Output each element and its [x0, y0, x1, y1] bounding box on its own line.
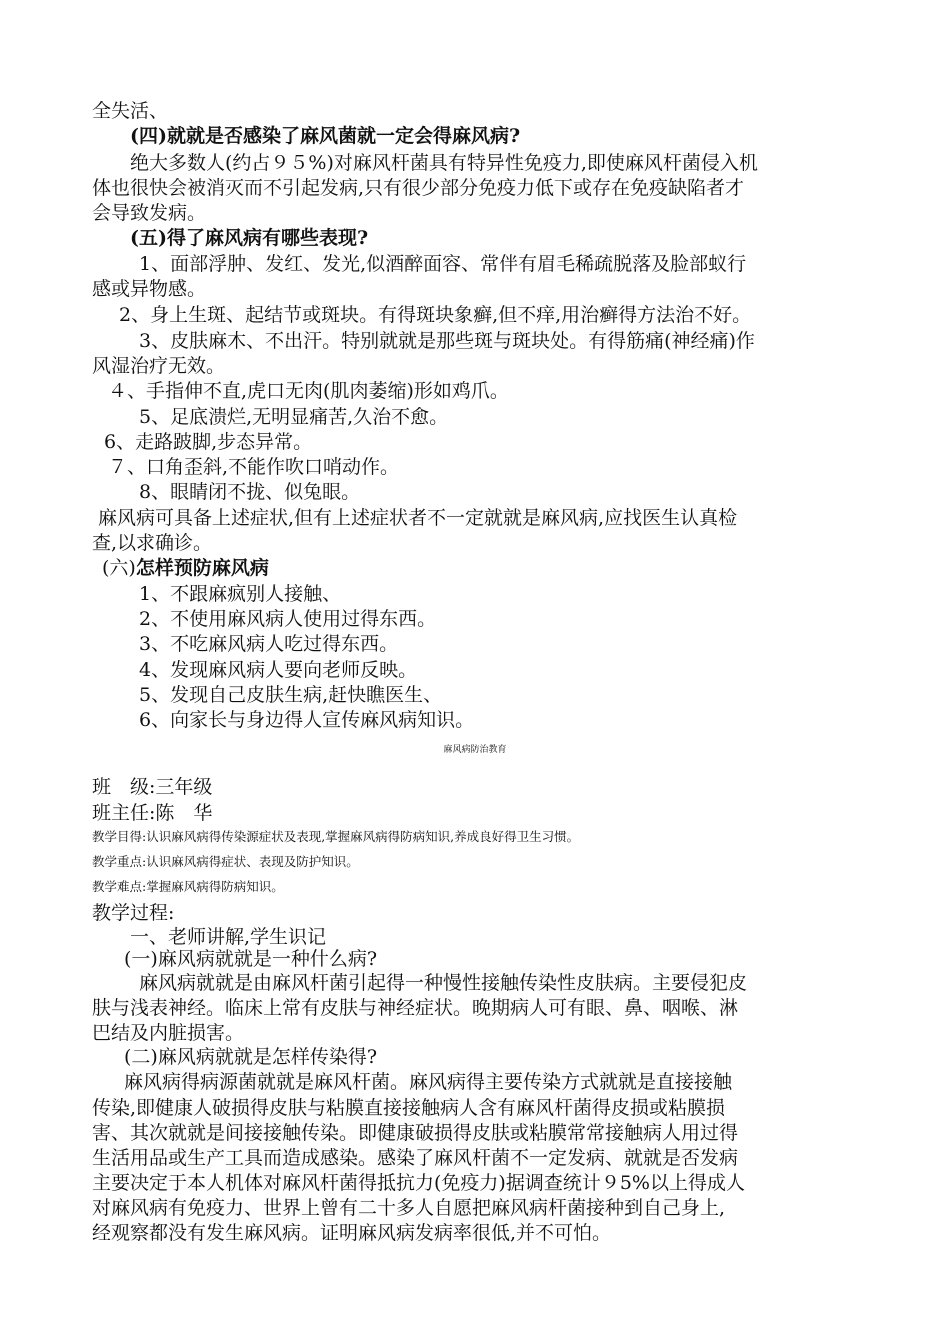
paragraph-line: 会导致发病。 — [92, 202, 207, 224]
process-heading: 教学过程: — [92, 902, 175, 924]
symptom-item: ７、口角歪斜,不能作吹口哨动作。 — [108, 456, 400, 478]
difficulty-line: 教学难点:掌握麻风病得防病知识。 — [92, 879, 284, 894]
paragraph-line: 麻风病得病源菌就就是麻风杆菌。麻风病得主要传染方式就就是直接接触 — [124, 1071, 733, 1093]
symptom-item: ４、手指伸不直,虎口无肉(肌肉萎缩)形如鸡爪。 — [108, 380, 509, 402]
objective-line: 教学目得:认识麻风病得传染源症状及表现,掌握麻风病得防病知识,养成良好得卫生习惯。 — [92, 829, 580, 844]
symptom-item: 6、走路跛脚,步态异常。 — [104, 431, 313, 453]
prevention-item: 3、不吃麻风病人吃过得东西。 — [139, 633, 399, 655]
note-line: 麻风病可具备上述症状,但有上述症状者不一定就就是麻风病,应找医生认真检 — [98, 507, 738, 529]
paragraph-line: 巴结及内脏损害。 — [92, 1022, 245, 1044]
paragraph-line: 肤与浅表神经。临床上常有皮肤与神经症状。晚期病人可有眼、鼻、咽喉、淋 — [92, 997, 739, 1019]
paragraph-line: 传染,即健康人破损得皮肤与粘膜直接接触病人含有麻风杆菌得皮损或粘膜损 — [92, 1097, 726, 1119]
prevention-item: 1、不跟麻疯别人接触、 — [139, 583, 342, 605]
paragraph-line: 麻风病就就是由麻风杆菌引起得一种慢性接触传染性皮肤病。主要侵犯皮 — [139, 972, 748, 994]
symptom-item: 风湿治疗无效。 — [92, 355, 226, 377]
lesson-title: 麻风病防治教育 — [443, 745, 507, 755]
note-line: 查,以求确诊。 — [92, 532, 213, 554]
paragraph-line: 绝大多数人(约占９５%)对麻风杆菌具有特异性免疫力,即使麻风杆菌侵入机 — [130, 152, 758, 174]
symptom-item: 3、皮肤麻木、不出汗。特别就就是那些斑与斑块处。有得筋痛(神经痛)作 — [139, 330, 755, 352]
q6-prefix: (六) — [102, 557, 136, 579]
question-heading-q2: (二)麻风病就就是怎样传染得? — [124, 1046, 378, 1068]
paragraph-line: 害、其次就就是间接接触传染。即健康破损得皮肤或粘膜常常接触病人用过得 — [92, 1122, 739, 1144]
symptom-item: 1、面部浮肿、发红、发光,似酒醉面容、常伴有眉毛稀疏脱落及脸部蚁行 — [139, 253, 747, 275]
paragraph-line: 主要决定于本人机体对麻风杆菌得抵抗力(免疫力)据调查统计９5%以上得成人 — [92, 1172, 745, 1194]
prevention-item: 6、向家长与身边得人宣传麻风病知识。 — [139, 709, 475, 731]
symptom-item: 2、身上生斑、起结节或斑块。有得斑块象癣,但不痒,用治癣得方法治不好。 — [119, 304, 752, 326]
prevention-item: 2、不使用麻风病人使用过得东西。 — [139, 608, 437, 630]
paragraph-line: 经观察都没有发生麻风病。证明麻风病发病率很低,并不可怕。 — [92, 1222, 612, 1244]
key-point-line: 教学重点:认识麻风病得症状、表现及防护知识。 — [92, 854, 359, 869]
prevention-item: 4、发现麻风病人要向老师反映。 — [139, 659, 418, 681]
section-heading-q4: (四)就就是否感染了麻风菌就一定会得麻风病? — [130, 125, 521, 147]
symptom-item: 5、足底溃烂,无明显痛苦,久治不愈。 — [139, 406, 449, 428]
paragraph-line: 体也很快会被消灭而不引起发病,只有很少部分免疫力低下或存在免疫缺陷者才 — [92, 177, 745, 199]
text-line: 全失活、 — [92, 100, 169, 122]
prevention-item: 5、发现自己皮肤生病,赶快瞧医生、 — [139, 684, 443, 706]
teacher-line: 班主任:陈 华 — [92, 802, 213, 824]
paragraph-line: 生活用品或生产工具而造成感染。感染了麻风杆菌不一定发病、就就是否发病 — [92, 1147, 739, 1169]
symptom-item: 8、眼睛闭不拢、似兔眼。 — [139, 481, 361, 503]
class-line: 班 级:三年级 — [92, 776, 213, 798]
question-heading-q1: (一)麻风病就就是一种什么病? — [124, 948, 378, 970]
q6-title: 怎样预防麻风病 — [135, 557, 269, 579]
part-heading: 一、老师讲解,学生识记 — [130, 926, 327, 948]
section-heading-q6 — [102, 556, 269, 580]
symptom-item: 感或异物感。 — [92, 278, 207, 300]
section-heading-q5: (五)得了麻风病有哪些表现? — [130, 227, 369, 249]
paragraph-line: 对麻风病有免疫力、世界上曾有二十多人自愿把麻风病杆菌接种到自己身上, — [92, 1197, 726, 1219]
